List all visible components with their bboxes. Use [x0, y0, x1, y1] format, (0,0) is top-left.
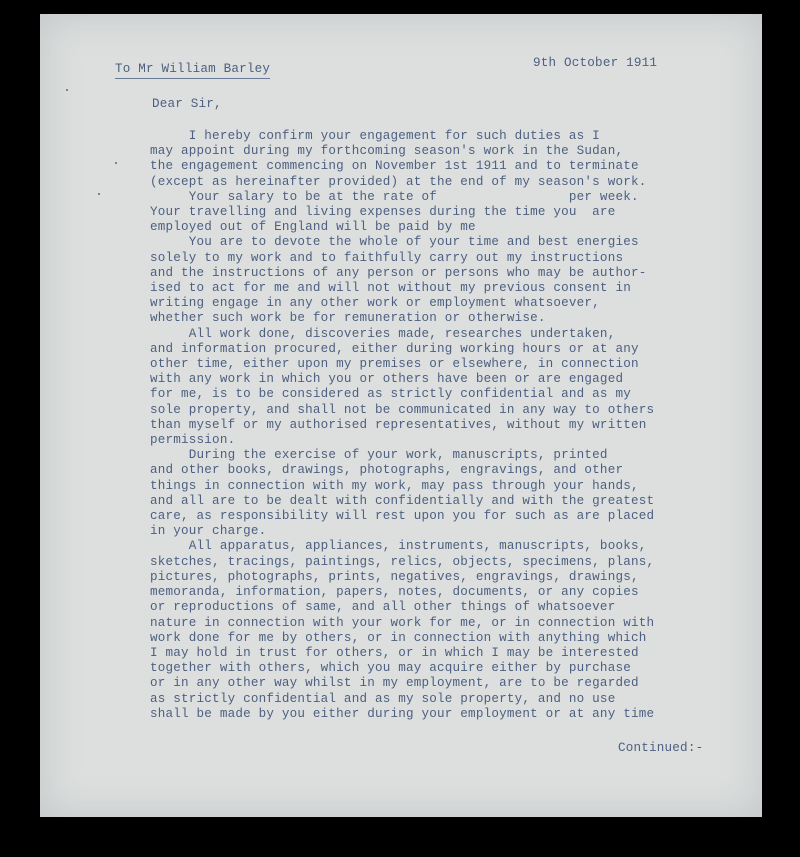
body-line: or in any other way whilst in my employment, are to be regarded	[150, 676, 639, 691]
body-line: and other books, drawings, photographs, engravings, and other	[150, 463, 624, 478]
body-line: with any work in which you or others have been or are engaged	[150, 372, 624, 387]
body-line: in your charge.	[150, 524, 267, 539]
body-line: pictures, photographs, prints, negatives, engravings, drawings,	[150, 569, 639, 584]
body-line: Your travelling and living expenses during the time you are	[150, 205, 616, 220]
body-line: together with others, which you may acquire either by purchase	[150, 661, 631, 676]
body-line: and the instructions of any person or persons who may be author-	[150, 265, 647, 280]
body-line: work done for me by others, or in connection with anything which	[150, 630, 647, 645]
recipient-line: To Mr William Barley	[115, 62, 270, 79]
letter-page	[40, 14, 762, 817]
continued-note: Continued:-	[618, 741, 704, 755]
body-line: shall be made by you either during your employment or at any time	[150, 706, 655, 721]
body-line: and information procured, either during working hours or at any	[150, 341, 639, 356]
body-line: permission.	[150, 433, 236, 448]
body-line: ised to act for me and will not without my previous consent in	[150, 281, 631, 296]
ink-speck	[98, 193, 100, 195]
body-line: nature in connection with your work for me, or in connection with	[150, 615, 655, 630]
body-line: as strictly confidential and as my sole property, and no use	[150, 691, 616, 706]
letter-body	[150, 129, 654, 722]
body-line: the engagement commencing on November 1st 1911 and to terminate	[150, 159, 639, 174]
body-line: whether such work be for remuneration or otherwise.	[150, 311, 546, 326]
body-line: employed out of England will be paid by me	[150, 220, 476, 235]
body-line: Your salary to be at the rate of per week.	[150, 189, 639, 204]
body-line: and all are to be dealt with confidentially and with the greatest	[150, 493, 655, 508]
body-line: care, as responsibility will rest upon you for such as are placed	[150, 509, 655, 524]
ink-speck	[115, 162, 117, 164]
body-line: sole property, and shall not be communicated in any way to others	[150, 402, 655, 417]
body-line: or reproductions of same, and all other things of whatsoever	[150, 600, 616, 615]
body-line: I may hold in trust for others, or in which I may be interested	[150, 645, 639, 660]
body-line: All apparatus, appliances, instruments, manuscripts, books,	[150, 539, 647, 554]
body-line: may appoint during my forthcoming season's work in the Sudan,	[150, 144, 624, 159]
letter-date: 9th October 1911	[533, 56, 658, 70]
body-line: sketches, tracings, paintings, relics, objects, specimens, plans,	[150, 554, 655, 569]
salutation: Dear Sir,	[152, 97, 222, 111]
ink-speck	[66, 89, 68, 91]
body-line: During the exercise of your work, manuscripts, printed	[150, 448, 608, 463]
body-line: writing engage in any other work or employment whatsoever,	[150, 296, 600, 311]
body-line: (except as hereinafter provided) at the end of my season's work.	[150, 174, 647, 189]
body-line: for me, is to be considered as strictly confidential and as my	[150, 387, 631, 402]
body-line: memoranda, information, papers, notes, documents, or any copies	[150, 585, 639, 600]
body-line: things in connection with my work, may pass through your hands,	[150, 478, 639, 493]
body-line: solely to my work and to faithfully carry out my instructions	[150, 250, 624, 265]
body-line: You are to devote the whole of your time and best energies	[150, 235, 639, 250]
body-line: I hereby confirm your engagement for such duties as I	[150, 129, 600, 143]
body-line: than myself or my authorised representatives, without my written	[150, 417, 647, 432]
body-line: other time, either upon my premises or elsewhere, in connection	[150, 357, 639, 372]
body-line: All work done, discoveries made, researches undertaken,	[150, 326, 616, 341]
